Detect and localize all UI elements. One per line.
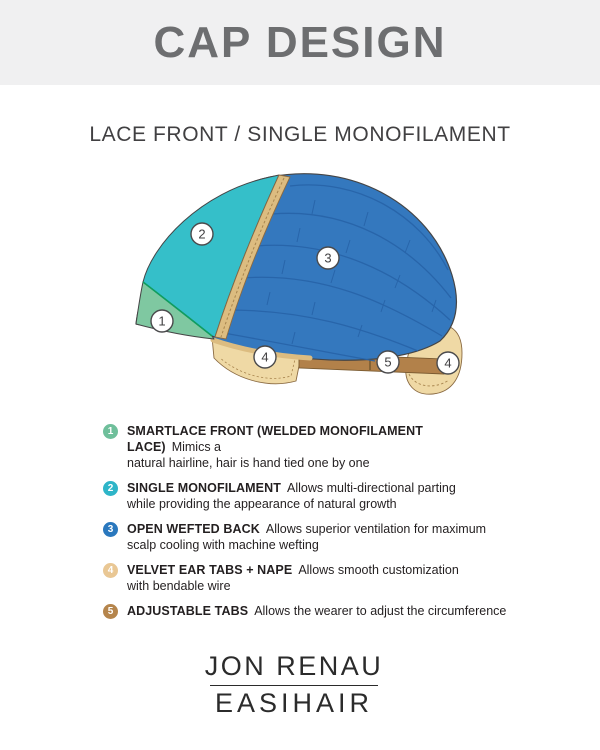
legend xyxy=(103,423,507,628)
callout-smartlace-front xyxy=(151,310,173,332)
legend-desc-2-line2: while providing the appearance of natural growth xyxy=(127,497,397,511)
svg-text:3: 3 xyxy=(324,250,332,266)
legend-label-2: SINGLE MONOFILAMENT xyxy=(127,481,281,495)
legend-item-open-wefted-back xyxy=(103,521,507,553)
callout-single-monofilament xyxy=(191,223,213,245)
legend-badge-5: 5 xyxy=(103,604,118,619)
legend-desc-4-line1: Allows smooth customization xyxy=(298,563,459,577)
legend-text-5 xyxy=(127,603,506,619)
legend-desc-1-line1: Mimics a xyxy=(171,440,222,454)
legend-label-3: OPEN WEFTED BACK xyxy=(127,522,260,536)
brand-divider xyxy=(210,685,378,686)
brand-name-top: JON RENAU xyxy=(204,651,384,681)
legend-item-velvet-ear-tabs xyxy=(103,562,507,594)
diagram-container xyxy=(100,170,500,400)
legend-badge-2: 2 xyxy=(103,481,118,496)
callout-adjustable-tabs xyxy=(377,351,399,373)
legend-item-smartlace-front xyxy=(103,423,507,471)
legend-item-single-monofilament xyxy=(103,480,507,512)
legend-desc-2-line1: Allows multi-directional parting xyxy=(286,481,456,495)
brand-logo xyxy=(0,651,594,719)
svg-text:2: 2 xyxy=(198,226,206,242)
legend-text-2 xyxy=(127,480,456,512)
legend-text-1 xyxy=(127,423,507,471)
legend-label-4: VELVET EAR TABS + NAPE xyxy=(127,563,293,577)
svg-text:4: 4 xyxy=(261,349,269,365)
legend-badge-4: 4 xyxy=(103,563,118,578)
svg-text:1: 1 xyxy=(158,313,166,329)
legend-badge-3: 3 xyxy=(103,522,118,537)
callout-nape-tab-right xyxy=(437,352,459,374)
subtitle: LACE FRONT / SINGLE MONOFILAMENT xyxy=(89,123,511,146)
legend-text-3 xyxy=(127,521,486,553)
legend-desc-5-line1: Allows the wearer to adjust the circumference xyxy=(254,604,507,618)
legend-item-adjustable-tabs xyxy=(103,603,507,619)
legend-desc-3-line1: Allows superior ventilation for maximum xyxy=(265,522,487,536)
page-title: CAP DESIGN xyxy=(153,17,447,67)
legend-badge-1: 1 xyxy=(103,424,118,439)
brand-name-bottom: EASIHAIR xyxy=(214,688,374,718)
legend-desc-3-line2: scalp cooling with machine wefting xyxy=(127,538,319,552)
header xyxy=(0,0,600,85)
callout-open-wefted-back xyxy=(317,247,339,269)
callout-ear-tab-left xyxy=(254,346,276,368)
cap-diagram xyxy=(100,170,500,400)
legend-desc-4-line2: with bendable wire xyxy=(127,579,231,593)
svg-text:4: 4 xyxy=(444,355,452,371)
legend-text-4 xyxy=(127,562,459,594)
svg-text:5: 5 xyxy=(384,354,392,370)
legend-desc-1-line2: natural hairline, hair is hand tied one by one xyxy=(127,456,370,470)
legend-label-1: SMARTLACE FRONT (WELDED MONOFILAMENT LACE) xyxy=(127,424,423,454)
legend-label-5: ADJUSTABLE TABS xyxy=(127,604,249,618)
